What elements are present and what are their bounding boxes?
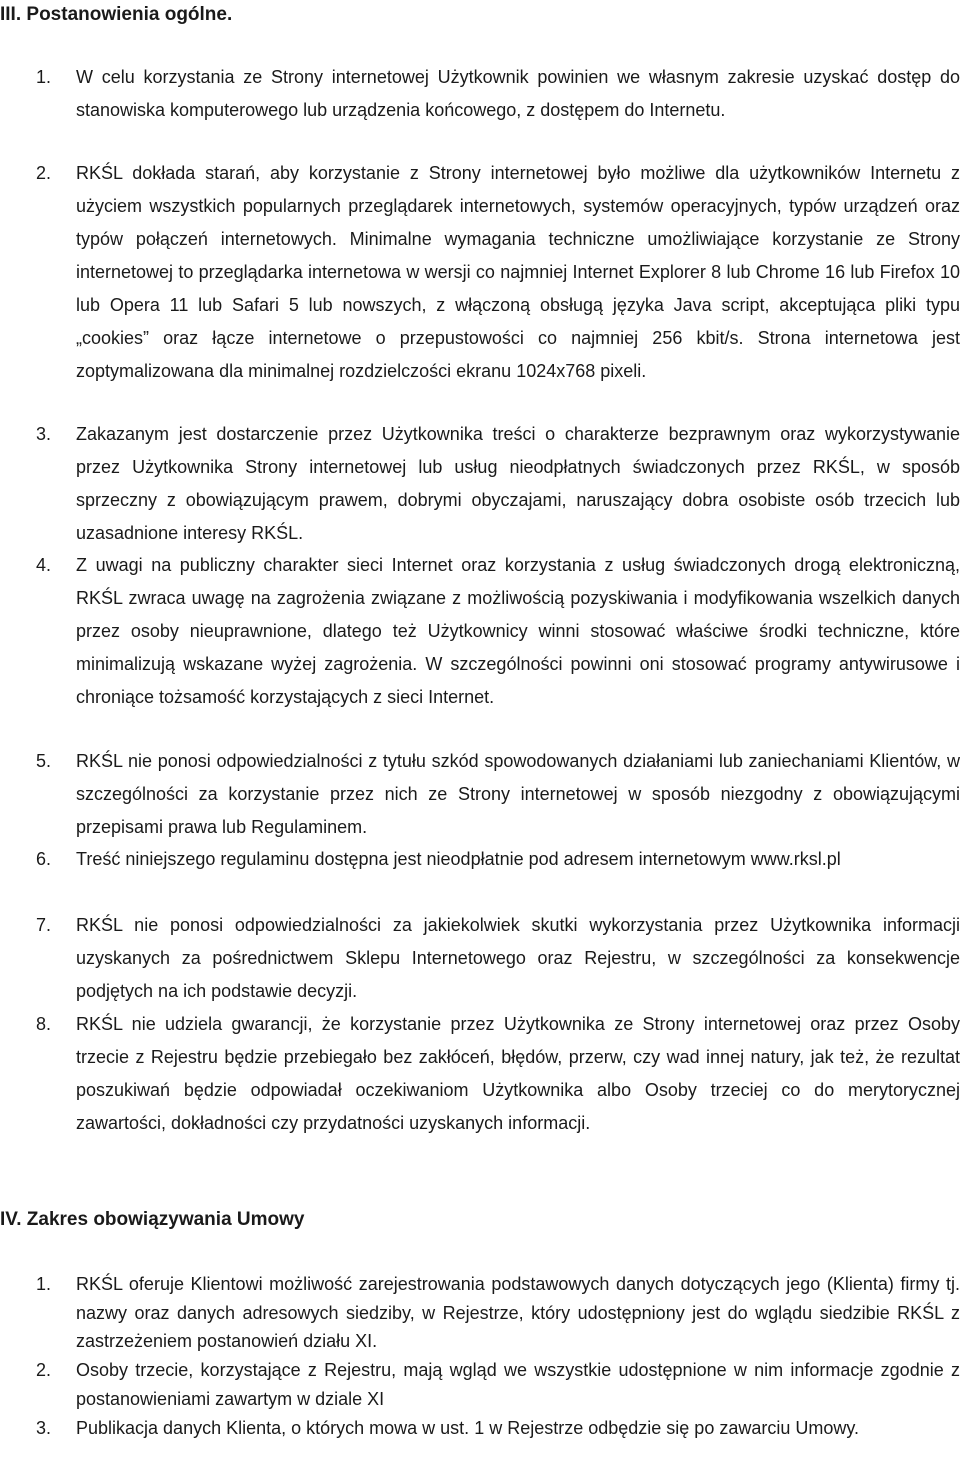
item-number: 5. bbox=[36, 751, 52, 771]
item-number: 3. bbox=[36, 424, 52, 444]
item-number: 6. bbox=[36, 849, 52, 869]
section-number: IV. bbox=[0, 1209, 22, 1230]
item-number: 2. bbox=[36, 163, 52, 183]
item-number: 7. bbox=[36, 915, 52, 935]
item-text: RKŚL nie ponosi odpowiedzialności z tytułu szkód spowodowanych działaniami lub zaniechaniami Klientów, w szczególności za korzystanie przez nich ze Strony internetowej w sposób niezgodny z obowiązującymi przepisami prawa lub Regulaminem. bbox=[76, 751, 960, 837]
item-number: 4. bbox=[36, 555, 52, 575]
item-number: 1. bbox=[36, 67, 52, 87]
item-text: RKŚL oferuje Klientowi możliwość zarejestrowania podstawowych danych dotyczących jego (Klienta) firmy tj. nazwy oraz danych adresowych siedziby, w Rejestrze, który udostępniony jest do wglądu siedzibie RKŚL z zastrzeżeniem postanowień działu XI. bbox=[76, 1274, 960, 1351]
item-text: RKŚL nie ponosi odpowiedzialności za jakiekolwiek skutki wykorzystania przez Użytkownika informacji uzyskanych za pośrednictwem Sklepu Internetowego oraz Rejestru, w szczególności za konsekwencje podjętych na ich podstawie decyzji. bbox=[76, 915, 960, 1001]
section-title: Zakres obowiązywania Umowy bbox=[26, 1209, 305, 1230]
item-number: 3. bbox=[36, 1418, 52, 1438]
item-text: Publikacja danych Klienta, o których mowa w ust. 1 w Rejestrze odbędzie się po zawarciu Umowy. bbox=[76, 1418, 860, 1438]
item-number: 2. bbox=[36, 1360, 52, 1380]
item-text: Osoby trzecie, korzystające z Rejestru, mają wgląd we wszystkie udostępnione w nim informacje zgodnie z postanowieniami zawartym w dziale XI bbox=[76, 1360, 960, 1409]
section-title: Postanowienia ogólne. bbox=[26, 4, 233, 25]
item-number: 1. bbox=[36, 1274, 52, 1294]
section-heading-iv bbox=[0, 1207, 304, 1233]
item-number: 8. bbox=[36, 1014, 52, 1034]
item-text: RKŚL dokłada starań, aby korzystanie z Strony internetowej było możliwe dla użytkowników Internetu z użyciem wszystkich popularnych przeglądarek internetowych, systemów operacyjnych, typów urządzeń oraz typów połączeń internetowych. Minimalne wymagania techniczne umożliwiające korzystanie ze Strony internetowej to przeglądarka internetowa w wersji co najmniej Internet Explorer 8 lub Chrome 16 lub Firefox 10 lub Opera 11 lub Safari 5 lub nowszych, z włączoną obsługą języka Java script, akceptująca pliki typu „cookies” oraz łącze internetowe o przepustowości co najmniej 256 kbit/s. Strona internetowa jest zoptymalizowana dla minimalnej rozdzielczości ekranu 1024x768 pixeli. bbox=[76, 163, 960, 381]
item-text: W celu korzystania ze Strony internetowej Użytkownik powinien we własnym zakresie uzyskać dostęp do stanowiska komputerowego lub urządzenia końcowego, z dostępem do Internetu. bbox=[76, 67, 960, 120]
item-text: Zakazanym jest dostarczenie przez Użytkownika treści o charakterze bezprawnym oraz wykorzystywanie przez Użytkownika Strony internetowej lub usług nieodpłatnych świadczonych przez RKŚL, w sposób sprzeczny z obowiązującym prawem, dobrymi obyczajami, naruszający dobra osobiste osób trzecich lub uzasadnione interesy RKŚL. bbox=[76, 424, 960, 543]
item-text: Z uwagi na publiczny charakter sieci Internet oraz korzystania z usług świadczonych drogą elektroniczną, RKŚL zwraca uwagę na zagrożenia związane z możliwością pozyskiwania i modyfikowania wszelkich danych przez osoby nieuprawnione, dlatego też Użytkownicy winni stosować właściwe środki techniczne, które minimalizują wskazane wyżej zagrożenia. W szczególności powinni oni stosować programy antywirusowe i chroniące tożsamość korzystających z sieci Internet. bbox=[76, 555, 960, 707]
item-text: Treść niniejszego regulaminu dostępna jest nieodpłatnie pod adresem internetowym www.rksl.pl bbox=[76, 849, 841, 869]
section-heading-iii bbox=[0, 2, 232, 28]
section-number: III. bbox=[0, 4, 22, 25]
item-text: RKŚL nie udziela gwarancji, że korzystanie przez Użytkownika ze Strony internetowej oraz przez Osoby trzecie z Rejestru będzie przebiegało bez zakłóceń, błędów, przerw, czy wad innej natury, jak też, że rezultat poszukiwań będzie odpowiadał oczekiwaniom Użytkownika albo Osoby trzeciej co do merytorycznej zawartości, dokładności czy przydatności uzyskanych informacji. bbox=[76, 1014, 960, 1133]
